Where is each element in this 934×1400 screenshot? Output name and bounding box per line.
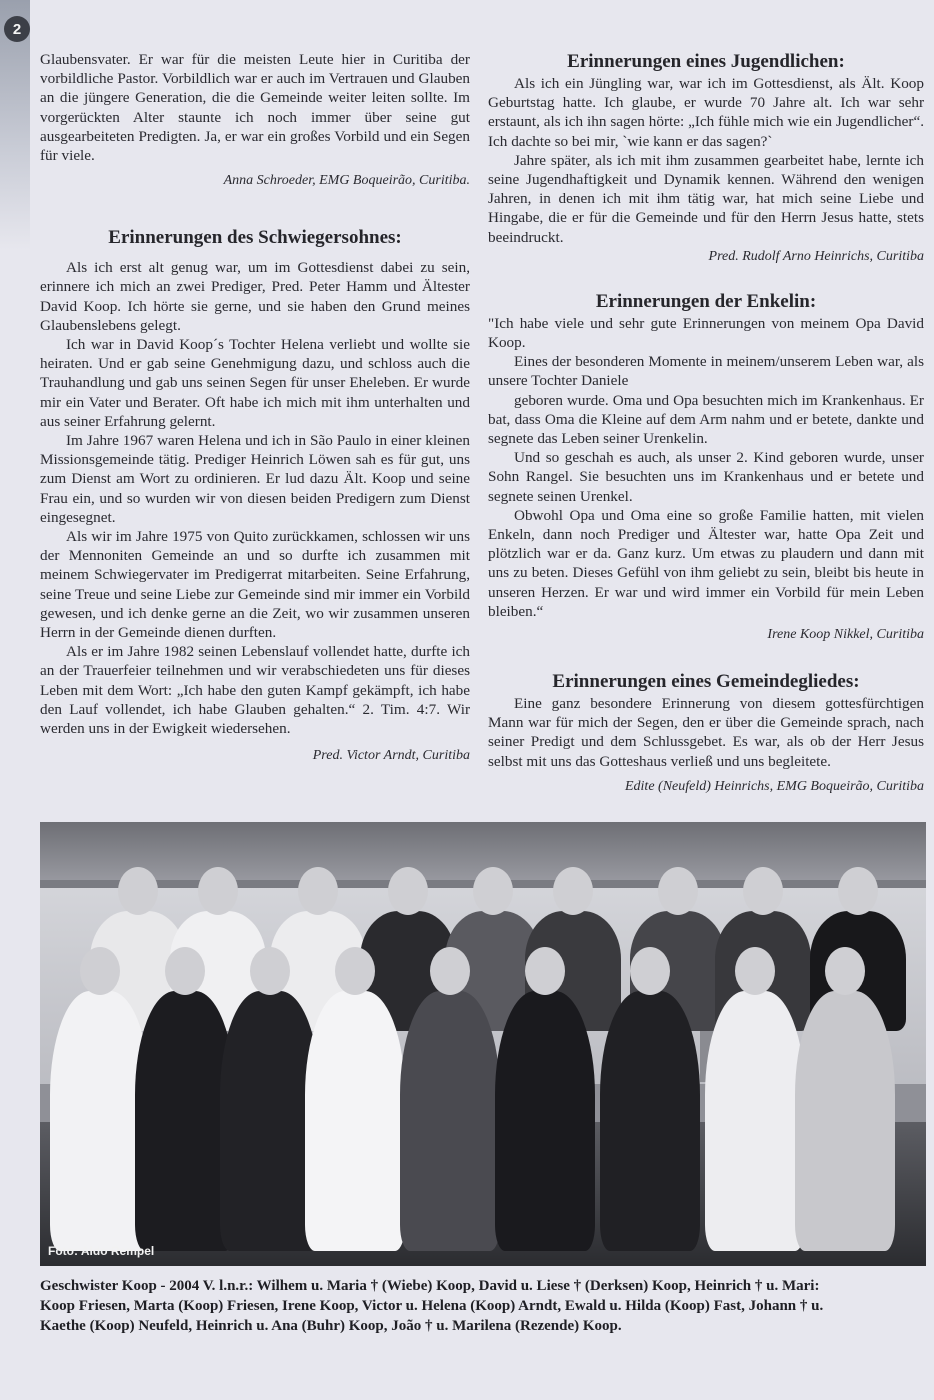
paragraph: Jahre später, als ich mit ihm zusammen gearbeitet habe, lernte ich seine Jugendhaftigkeit und Dynamik kennen. Während den wenigen Jahren, in denen ich mit ihm tätig war, hat mich seine Liebe und Hingabe, die er für die Gemeinde und für den Herrn Jesus hatte, stets beeindruckt. [488,151,924,246]
intro-paragraph: Glaubensvater. Er war für die meisten Leute hier in Curitiba der vorbildliche Pastor. Vorbildlich war er auch im Vertrauen und Glauben an die jüngere Generation, die die Gemeinde weiter leiten sollte. Im vorgerückten Alter staunte ich noch immer über seine gut ausgearbeiteten Predigten. Ja, er war ein großes Vorbild und ein Segen für viele. [40,51,470,165]
paragraph: geboren wurde. Oma und Opa besuchten mich im Krankenhaus. Er bat, dass Oma die Kleine auf dem Arm nahm und er betete, dankte und segnete das Leben seiner Urenkelin. [488,391,924,448]
section-title-jugendlicher: Erinnerungen eines Jugendlichen: [567,51,845,72]
section-title-schwiegersohn: Erinnerungen des Schwiegersohnes: [108,227,402,249]
signature: Edite (Neufeld) Heinrichs, EMG Boqueirão, Curitiba [624,778,924,794]
paragraph: "Ich habe viele und sehr gute Erinnerungen von meinem Opa David Koop. [488,314,924,352]
page-number: 2 [4,16,30,42]
caption-line: Kaethe (Koop) Neufeld, Heinrich u. Ana (Buhr) Koop, João † u. Marilena (Rezende) Koop. [40,1318,622,1334]
paragraph: Als er im Jahre 1982 seinen Lebenslauf vollendet hatte, durfte ich an der Trauerfeier teilnehmen und wir verabschiedeten uns für dieses Leben mit dem Wort: „Ich habe den guten Kampf gekämpft, ich habe den Lauf vollendet, ich habe Glauben gehalten.“ 2. Tim. 4:7. Wir werden uns in der Ewigkeit wiedersehen. [40,643,470,738]
paragraph: Als ich ein Jüngling war, war ich im Gottesdienst, als Ält. Koop Geburtstag hatte. Ich glaube, er wurde 70 Jahre alt. Ich war sehr erstaunt, als ich ihn sagen hörte: „Ich fühle mich wie ein Jugendlicher“. Ich dachte so bei mir, `wie kann er das sagen?` [488,75,924,150]
paragraph: Eine ganz besondere Erinnerung von diesem gottesfürchtigen Mann war für mich der Segen, den er über die Gemeinde sprach, nach seiner Predigt und dem Schlussgebet. Es war, als ob der Herr Jesus selbst mit uns das Gotteshaus verließ und uns begleitete. [488,695,924,770]
section-title-gemeindeglied: Erinnerungen eines Gemeindegliedes: [552,671,860,693]
section-title-enkelin: Erinnerungen der Enkelin: [595,290,817,312]
photo-credit: Foto: Aldo Rempel [48,1244,155,1258]
caption-line: Geschwister Koop - 2004 V. l.n.r.: Wilhem u. Maria † (Wiebe) Koop, David u. Liese † (Derksen) Koop, Heinrich † u. Mari: [40,1278,820,1294]
paragraph: Als ich erst alt genug war, um im Gottesdienst dabei zu sein, erinnere ich mich an zwei Prediger, Pred. Peter Hamm und Ältester David Koop. Ich hörte sie gerne, und sie haben den Grund meines Glaubenslebens gelegt. [40,259,470,334]
paragraph: Ich war in David Koop´s Tochter Helena verliebt und wollte sie heiraten. Und er gab seine Genehmigung dazu, und schloss auch die Trauhandlung und gab uns seinen Segen für unser Eheleben. Er wurde mir ein Vater und Berater. Oft habe ich mich mit ihm unterhalten und aus seiner Erfahrung gelernt. [40,336,470,430]
group-photo [40,822,926,1266]
signature: Pred. Rudolf Arno Heinrichs, Curitiba [708,248,924,264]
paragraph: Als wir im Jahre 1975 von Quito zurückkamen, schlossen wir uns der Mennoniten Gemeinde an und so durfte ich zusammen mit meinem Schwiegervater im Predigerrat mitarbeiten. Seine Erfahrung, seine Treue und seine Liebe zur Gemeinde sind mir immer ein Vorbild gewesen, und ich denke gerne an die Zeit, wo wir zusammen unseren Herrn in der Gemeinde dienen durften. [40,528,470,642]
photo-caption [40,1276,926,1336]
paragraph: Und so geschah es auch, als unser 2. Kind geboren wurde, unser Sohn Rangel. Sie besuchten uns im Krankenhaus und er betete und segnete seinen Urenkel. [488,449,924,505]
right-column [488,50,924,796]
paragraph: Obwohl Opa und Oma eine so große Familie hatten, mit vielen Enkeln, dann noch Prediger und Ältester war, hatte Opa Zeit und plötzlich war er da. Ganz kurz. Um etwas zu plaudern und dann mit uns zu beten. Dieses Gefühl von ihm geliebt zu sein, bleibt bis heute in unseren Herzen. Er war und wird immer ein Vorbild für mein Leben bleiben.“ [488,506,924,620]
intro-signature: Anna Schroeder, EMG Boqueirão, Curitiba. [223,173,470,189]
paragraph: Im Jahre 1967 waren Helena und ich in São Paulo in einer kleinen Missionsgemeinde tätig. Prediger Heinrich Löwen sah es für gut, uns zum Dienst am Wort zu ordinieren. Er lud dazu Ält. Koop und seine Frau ein, und so wurden wir von diesen beiden Predigern zum Dienst eingesegnet. [40,432,470,526]
paragraph: Eines der besonderen Momente in meinem/unserem Leben war, als unsere Tochter Daniele [488,353,924,390]
signature: Irene Koop Nikkel, Curitiba [767,627,924,643]
left-column [40,50,470,765]
caption-line: Koop Friesen, Marta (Koop) Friesen, Irene Koop, Victor u. Helena (Koop) Arndt, Ewald u. Hilda (Koop) Fast, Johann † u. [40,1298,824,1314]
signature: Pred. Victor Arndt, Curitiba [312,748,470,764]
